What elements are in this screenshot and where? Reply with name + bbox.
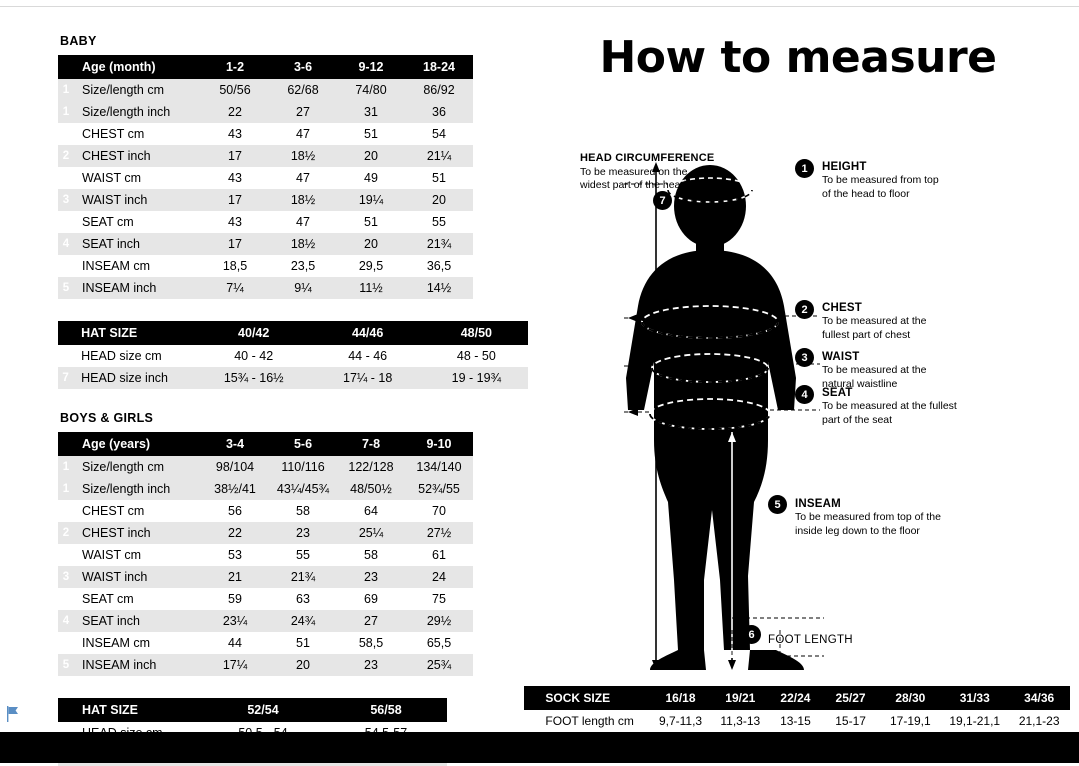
callout-title: SEAT xyxy=(822,387,853,399)
cell: 55 xyxy=(269,544,337,566)
header-col: 28/30 xyxy=(880,686,942,710)
header-col: 34/36 xyxy=(1008,686,1070,710)
row-label: WAIST cm xyxy=(74,544,201,566)
cell: 40 - 42 xyxy=(197,345,311,367)
cell: 44 - 46 xyxy=(311,345,425,367)
table-row xyxy=(58,345,528,367)
cell: 20 xyxy=(405,189,473,211)
table-header-row xyxy=(58,321,528,345)
cell: 27 xyxy=(337,610,405,632)
header-col: 3-4 xyxy=(201,432,269,456)
header-col: 7-8 xyxy=(337,432,405,456)
badge-1: 1 xyxy=(795,159,814,178)
row-number xyxy=(58,432,74,456)
table-header-row xyxy=(58,698,447,722)
row-number: 4 xyxy=(58,588,74,610)
boys-girls-section-title: BOYS & GIRLS xyxy=(60,411,154,425)
cell: 18,5 xyxy=(201,255,269,277)
cell: 17¼ - 18 xyxy=(311,367,425,389)
cell: 17-19,1 xyxy=(880,710,942,732)
cell: 55 xyxy=(405,211,473,233)
header-col: 3-6 xyxy=(269,55,337,79)
table-row xyxy=(58,145,473,167)
table-header-row xyxy=(58,432,473,456)
cell: 43 xyxy=(201,211,269,233)
cell: 11½ xyxy=(337,277,405,299)
head-circumference-line1: To be measured on the xyxy=(580,165,688,178)
table-row xyxy=(58,544,473,566)
cell: 48 - 50 xyxy=(425,345,528,367)
cell: 9,7-11,3 xyxy=(650,710,712,732)
table-row xyxy=(58,478,473,500)
header-col: 44/46 xyxy=(311,321,425,345)
cell: 23 xyxy=(269,522,337,544)
cell: 69 xyxy=(337,588,405,610)
row-number xyxy=(58,321,73,345)
cell: 43¼/45¾ xyxy=(269,478,337,500)
row-number: 4 xyxy=(58,610,74,632)
row-label: CHEST inch xyxy=(74,145,201,167)
cell: 19¼ xyxy=(337,189,405,211)
top-divider xyxy=(0,0,1079,7)
callout-title: CHEST xyxy=(822,302,862,314)
table-row xyxy=(58,255,473,277)
header-col: 22/24 xyxy=(769,686,821,710)
badge-6: 6 xyxy=(742,625,761,644)
cell: 11,3-13 xyxy=(711,710,769,732)
row-number xyxy=(58,55,74,79)
callout-line1: To be measured from top xyxy=(822,174,939,187)
cell: 23 xyxy=(337,566,405,588)
row-label: INSEAM inch xyxy=(74,654,201,676)
table-row xyxy=(58,79,473,101)
cell: 51 xyxy=(337,211,405,233)
cell: 29,5 xyxy=(337,255,405,277)
badge-3: 3 xyxy=(795,348,814,367)
cell: 47 xyxy=(269,211,337,233)
cell: 13-15 xyxy=(769,710,821,732)
row-number: 3 xyxy=(58,566,74,588)
row-label: HEAD size cm xyxy=(73,345,197,367)
size-tables-column xyxy=(58,34,528,766)
cell: 21¼ xyxy=(405,145,473,167)
header-col: 1-2 xyxy=(201,55,269,79)
table-row xyxy=(58,566,473,588)
cell: 98/104 xyxy=(201,456,269,478)
row-number: 4 xyxy=(58,233,74,255)
table-row xyxy=(58,123,473,145)
header-col: 5-6 xyxy=(269,432,337,456)
callout-inseam xyxy=(795,497,941,538)
cell: 14½ xyxy=(405,277,473,299)
cell: 49 xyxy=(337,167,405,189)
baby-hat-table xyxy=(58,321,528,389)
row-number: 2 xyxy=(58,500,74,522)
badge-2: 2 xyxy=(795,300,814,319)
boys-girls-size-table xyxy=(58,432,473,676)
row-label: INSEAM cm xyxy=(74,255,201,277)
cell: 53 xyxy=(201,544,269,566)
cell: 54 xyxy=(405,123,473,145)
cell: 17 xyxy=(201,233,269,255)
cell: 20 xyxy=(337,233,405,255)
cell: 21,1-23 xyxy=(1008,710,1070,732)
table-row xyxy=(58,610,473,632)
callout-line2: part of the seat xyxy=(822,413,893,426)
cell: 62/68 xyxy=(269,79,337,101)
cell: 25¾ xyxy=(405,654,473,676)
row-number: 5 xyxy=(58,277,74,299)
cell: 22 xyxy=(201,522,269,544)
baby-hat-section xyxy=(58,321,528,389)
table-row xyxy=(58,167,473,189)
cell: 19 - 19¾ xyxy=(425,367,528,389)
cell: 23 xyxy=(337,654,405,676)
row-label: CHEST cm xyxy=(74,500,201,522)
header-label: SOCK SIZE xyxy=(539,686,649,710)
row-label: WAIST inch xyxy=(74,566,201,588)
callout-line2: fullest part of chest xyxy=(822,328,911,341)
header-col: 52/54 xyxy=(201,698,325,722)
foot-length-label: FOOT LENGTH xyxy=(768,634,853,646)
table-header-row xyxy=(524,686,1070,710)
row-label: WAIST inch xyxy=(74,189,201,211)
row-number: 5 xyxy=(58,255,74,277)
badge-5: 5 xyxy=(768,495,787,514)
cell: 70 xyxy=(405,500,473,522)
cell: 21 xyxy=(201,566,269,588)
row-label: SEAT cm xyxy=(74,211,201,233)
table-header-row xyxy=(58,55,473,79)
header-col: 19/21 xyxy=(711,686,769,710)
row-number: 5 xyxy=(58,654,74,676)
cell: 25¼ xyxy=(337,522,405,544)
header-col: 40/42 xyxy=(197,321,311,345)
row-number: 6 xyxy=(524,710,539,732)
table-row xyxy=(58,632,473,654)
baby-section-title: BABY xyxy=(60,34,97,48)
cell: 18½ xyxy=(269,189,337,211)
row-number: 1 xyxy=(58,456,74,478)
row-number: 2 xyxy=(58,145,74,167)
cell: 17 xyxy=(201,189,269,211)
row-label: INSEAM inch xyxy=(74,277,201,299)
how-to-measure-column xyxy=(528,24,1068,728)
cell: 19,1-21,1 xyxy=(941,710,1008,732)
cell: 21¾ xyxy=(405,233,473,255)
cell: 17 xyxy=(201,145,269,167)
row-label: CHEST inch xyxy=(74,522,201,544)
cell: 48/50½ xyxy=(337,478,405,500)
cell: 52¾/55 xyxy=(405,478,473,500)
row-label: Size/length inch xyxy=(74,101,201,123)
cell: 56 xyxy=(201,500,269,522)
cell: 44 xyxy=(201,632,269,654)
callout-waist xyxy=(822,350,926,391)
header-label: HAT SIZE xyxy=(74,698,201,722)
callout-chest xyxy=(822,301,926,342)
table-row xyxy=(58,654,473,676)
cell: 50/56 xyxy=(201,79,269,101)
badge-4: 4 xyxy=(795,385,814,404)
header-col: 9-12 xyxy=(337,55,405,79)
cell: 47 xyxy=(269,167,337,189)
cell: 18½ xyxy=(269,233,337,255)
header-col: 18-24 xyxy=(405,55,473,79)
cell: 58 xyxy=(269,500,337,522)
row-number: 3 xyxy=(58,167,74,189)
cell: 7¼ xyxy=(201,277,269,299)
row-number: 2 xyxy=(58,522,74,544)
table-row xyxy=(58,189,473,211)
row-number: 1 xyxy=(58,101,74,123)
cell: 43 xyxy=(201,123,269,145)
cell: 51 xyxy=(269,632,337,654)
cell: 22 xyxy=(201,101,269,123)
callout-line2: inside leg down to the floor xyxy=(795,524,920,537)
cell: 65,5 xyxy=(405,632,473,654)
table-row xyxy=(58,277,473,299)
cell: 20 xyxy=(269,654,337,676)
row-number xyxy=(524,686,539,710)
row-number: 3 xyxy=(58,189,74,211)
cell: 27 xyxy=(269,101,337,123)
section-spacer xyxy=(58,389,528,411)
row-number: 1 xyxy=(58,79,74,101)
callout-title: HEIGHT xyxy=(822,161,867,173)
cell: 20 xyxy=(337,145,405,167)
cell: 24 xyxy=(405,566,473,588)
header-col: 48/50 xyxy=(425,321,528,345)
row-number: 4 xyxy=(58,211,74,233)
row-number: 7 xyxy=(58,367,73,389)
cell: 23,5 xyxy=(269,255,337,277)
cell: 122/128 xyxy=(337,456,405,478)
callout-title: INSEAM xyxy=(795,498,841,510)
badge-7: 7 xyxy=(653,191,672,210)
table-row xyxy=(58,500,473,522)
cell: 29½ xyxy=(405,610,473,632)
cell: 110/116 xyxy=(269,456,337,478)
table-row xyxy=(58,367,528,389)
cell: 58,5 xyxy=(337,632,405,654)
header-col: 9-10 xyxy=(405,432,473,456)
row-label: WAIST cm xyxy=(74,167,201,189)
row-label: SEAT inch xyxy=(74,610,201,632)
cell: 9¼ xyxy=(269,277,337,299)
cell: 75 xyxy=(405,588,473,610)
cell: 17¼ xyxy=(201,654,269,676)
table-row xyxy=(58,588,473,610)
header-label: Age (month) xyxy=(74,55,201,79)
cell: 23¼ xyxy=(201,610,269,632)
cell: 43 xyxy=(201,167,269,189)
cell: 24¾ xyxy=(269,610,337,632)
callout-line1: To be measured at the xyxy=(822,364,927,377)
cell: 59 xyxy=(201,588,269,610)
table-row xyxy=(58,211,473,233)
cell: 15¾ - 16½ xyxy=(197,367,311,389)
row-number: 3 xyxy=(58,544,74,566)
cell: 61 xyxy=(405,544,473,566)
row-label: Size/length inch xyxy=(74,478,201,500)
cell: 36,5 xyxy=(405,255,473,277)
header-col: 31/33 xyxy=(941,686,1008,710)
row-label: INSEAM cm xyxy=(74,632,201,654)
cell: 27½ xyxy=(405,522,473,544)
bottom-bar xyxy=(0,732,1079,763)
cell: 64 xyxy=(337,500,405,522)
row-label: FOOT length cm xyxy=(539,710,649,732)
cell: 31 xyxy=(337,101,405,123)
row-label: HEAD size inch xyxy=(73,367,197,389)
cell: 15-17 xyxy=(822,710,880,732)
callout-line2: natural waistline xyxy=(822,377,898,390)
callout-line1: To be measured from top of the xyxy=(795,511,941,524)
row-number xyxy=(58,698,74,722)
table-row xyxy=(58,101,473,123)
callout-line1: To be measured at the fullest xyxy=(822,400,957,413)
row-label: Size/length cm xyxy=(74,456,201,478)
cell: 38½/41 xyxy=(201,478,269,500)
cell: 21¾ xyxy=(269,566,337,588)
head-circumference-line2: widest part of the head xyxy=(580,178,687,191)
row-number: 7 xyxy=(58,345,73,367)
callout-line1: To be measured at the xyxy=(822,315,927,328)
page-title: How to measure xyxy=(599,32,997,83)
callout-line2: of the head to floor xyxy=(822,187,910,200)
cell: 74/80 xyxy=(337,79,405,101)
head-circumference-callout xyxy=(580,152,714,192)
cell: 134/140 xyxy=(405,456,473,478)
row-label: SEAT cm xyxy=(74,588,201,610)
header-col: 25/27 xyxy=(822,686,880,710)
row-label: Size/length cm xyxy=(74,79,201,101)
callout-height xyxy=(822,160,939,201)
header-label: Age (years) xyxy=(74,432,201,456)
header-col: 16/18 xyxy=(650,686,712,710)
row-number: 1 xyxy=(58,478,74,500)
cell: 63 xyxy=(269,588,337,610)
table-row xyxy=(58,456,473,478)
head-circumference-title: HEAD CIRCUMFERENCE xyxy=(580,152,715,164)
header-label: HAT SIZE xyxy=(73,321,197,345)
row-number: 5 xyxy=(58,632,74,654)
cell: 58 xyxy=(337,544,405,566)
cell: 51 xyxy=(405,167,473,189)
table-row xyxy=(58,522,473,544)
callout-title: WAIST xyxy=(822,351,860,363)
cell: 18½ xyxy=(269,145,337,167)
cell: 36 xyxy=(405,101,473,123)
measurement-diagram xyxy=(528,110,1068,670)
table-row xyxy=(524,710,1070,732)
header-col: 56/58 xyxy=(325,698,447,722)
row-number: 2 xyxy=(58,123,74,145)
row-label: CHEST cm xyxy=(74,123,201,145)
flag-icon[interactable] xyxy=(6,706,20,722)
callout-seat xyxy=(822,386,957,427)
cell: 86/92 xyxy=(405,79,473,101)
row-label: SEAT inch xyxy=(74,233,201,255)
cell: 47 xyxy=(269,123,337,145)
table-row xyxy=(58,233,473,255)
cell: 51 xyxy=(337,123,405,145)
baby-size-table xyxy=(58,55,473,299)
